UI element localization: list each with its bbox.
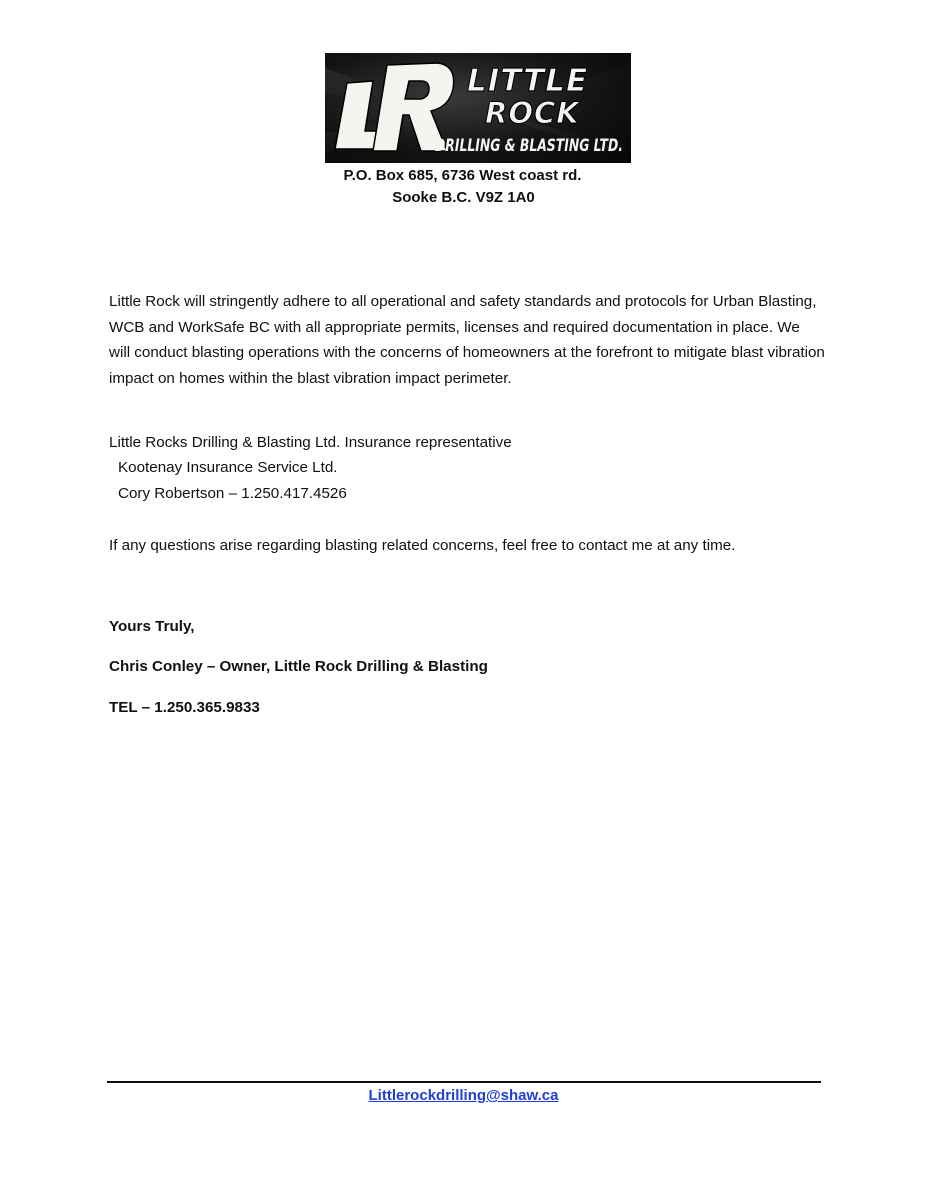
questions-paragraph: If any questions arise regarding blasting related concerns, feel free to contact me at any time. <box>109 537 736 554</box>
insurance-heading: Little Rocks Drilling & Blasting Ltd. Insurance representative <box>109 434 512 451</box>
company-logo <box>325 53 631 163</box>
signer-name-title: Chris Conley – Owner, Little Rock Drilling & Blasting <box>109 658 488 675</box>
logo-word-little: LITTLE <box>467 63 589 99</box>
commitment-paragraph: Little Rock will stringently adhere to all operational and safety standards and protocols for Urban Blasting, WCB and WorkSafe BC with all appropriate permits, licenses and required documentation in place. We will conduct blasting operations with the concerns of homeowners at the forefront to mitigate blast vibration impact on homes within the blast vibration impact perimeter. <box>109 293 825 387</box>
insurance-contact: Cory Robertson – 1.250.417.4526 <box>118 485 347 502</box>
footer-email <box>0 1086 927 1106</box>
email-link[interactable]: Littlerockdrilling@shaw.ca <box>368 1087 559 1104</box>
footer-divider <box>107 1081 821 1083</box>
logo-word-drilling: DRILLING & BLASTING LTD. <box>435 136 623 155</box>
address-line-2: Sooke B.C. V9Z 1A0 <box>392 189 535 206</box>
closing-salutation: Yours Truly, <box>109 618 195 635</box>
address-line-1: P.O. Box 685, 6736 West coast rd. <box>343 167 582 184</box>
insurance-company: Kootenay Insurance Service Ltd. <box>118 459 338 476</box>
logo-graphic <box>325 53 631 163</box>
logo-word-rock: ROCK <box>485 96 580 130</box>
signer-phone: TEL – 1.250.365.9833 <box>109 699 260 716</box>
